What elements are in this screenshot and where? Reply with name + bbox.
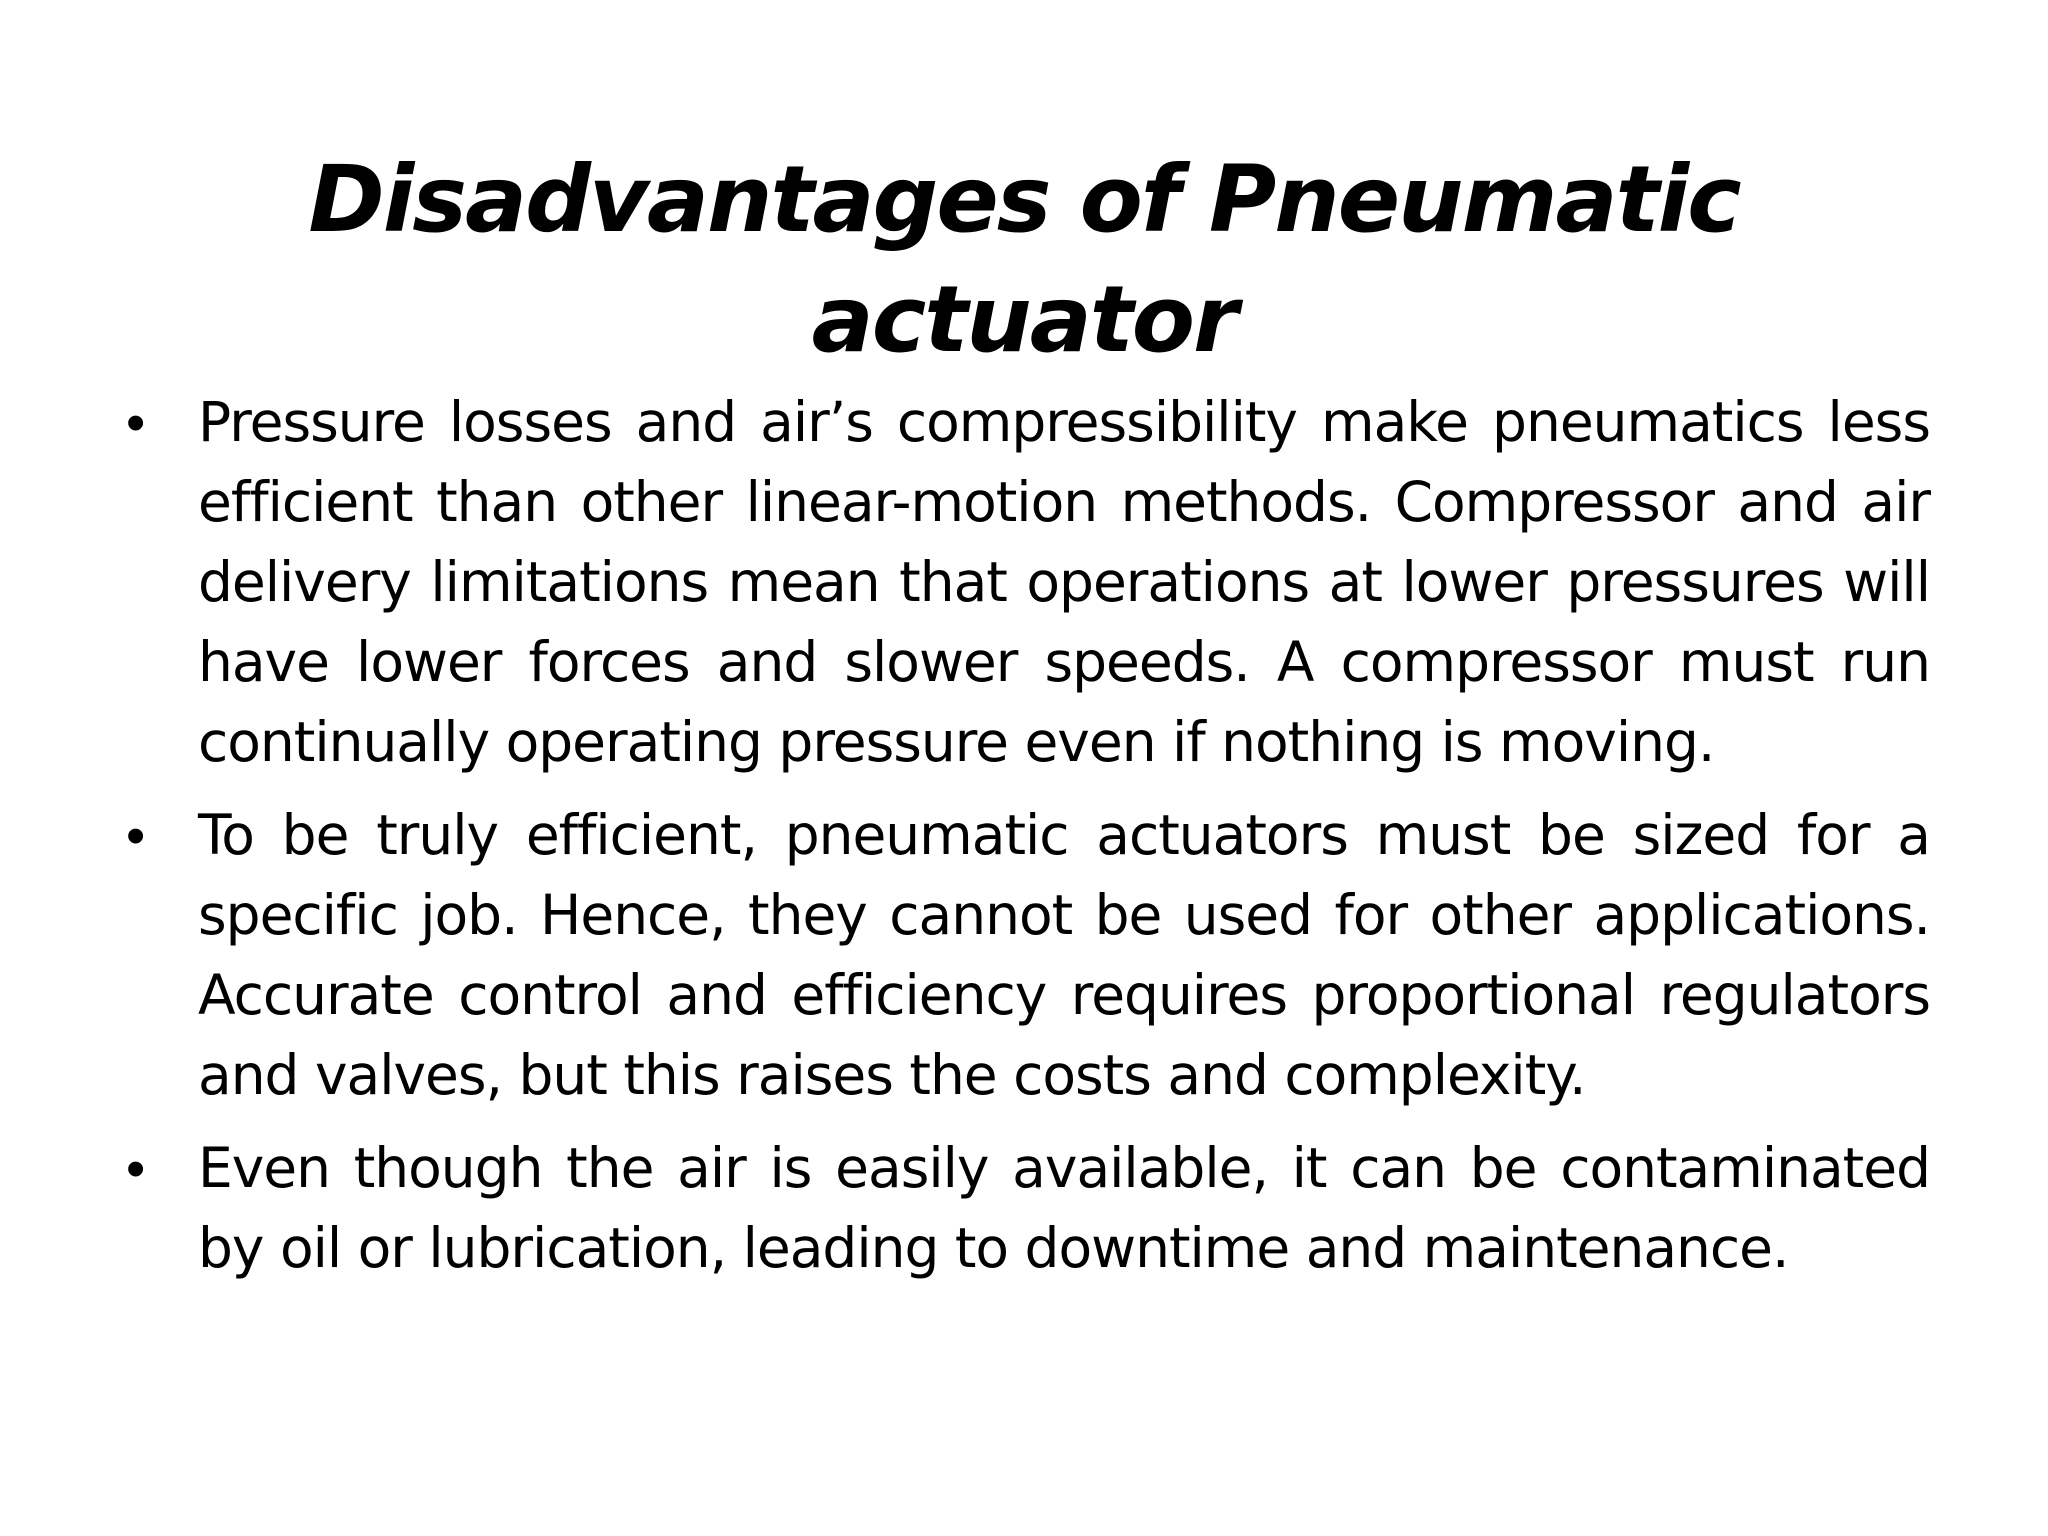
bullet-text: Pressure losses and air’s compressibility make pneumatics less efficient than other linear-motion methods. Compressor and air delivery limitations mean that operations at lower pressures will have lower forces and slower speeds. A compressor must run continually operating pressure even if nothing is moving.: [198, 390, 1930, 774]
slide-title: Disadvantages of Pneumatic actuator: [308, 146, 1740, 373]
bullet-item-1: [126, 382, 1930, 782]
bullet-icon: •: [126, 391, 145, 453]
bullet-icon: •: [126, 804, 145, 866]
bullet-item-2: [126, 795, 1930, 1115]
bullet-list: [126, 382, 1930, 1301]
bullet-text: Even though the air is easily available, it can be contaminated by oil or lubrication, leading to downtime and maintenance.: [198, 1136, 1930, 1280]
bullet-icon: •: [126, 1137, 145, 1199]
bullet-text: To be truly efficient, pneumatic actuators must be sized for a specific job. Hence, they cannot be used for other applications. Accurate control and efficiency requires proportional regulators and valves, but this raises the costs and complexity.: [198, 803, 1930, 1107]
bullet-item-3: [126, 1128, 1930, 1288]
